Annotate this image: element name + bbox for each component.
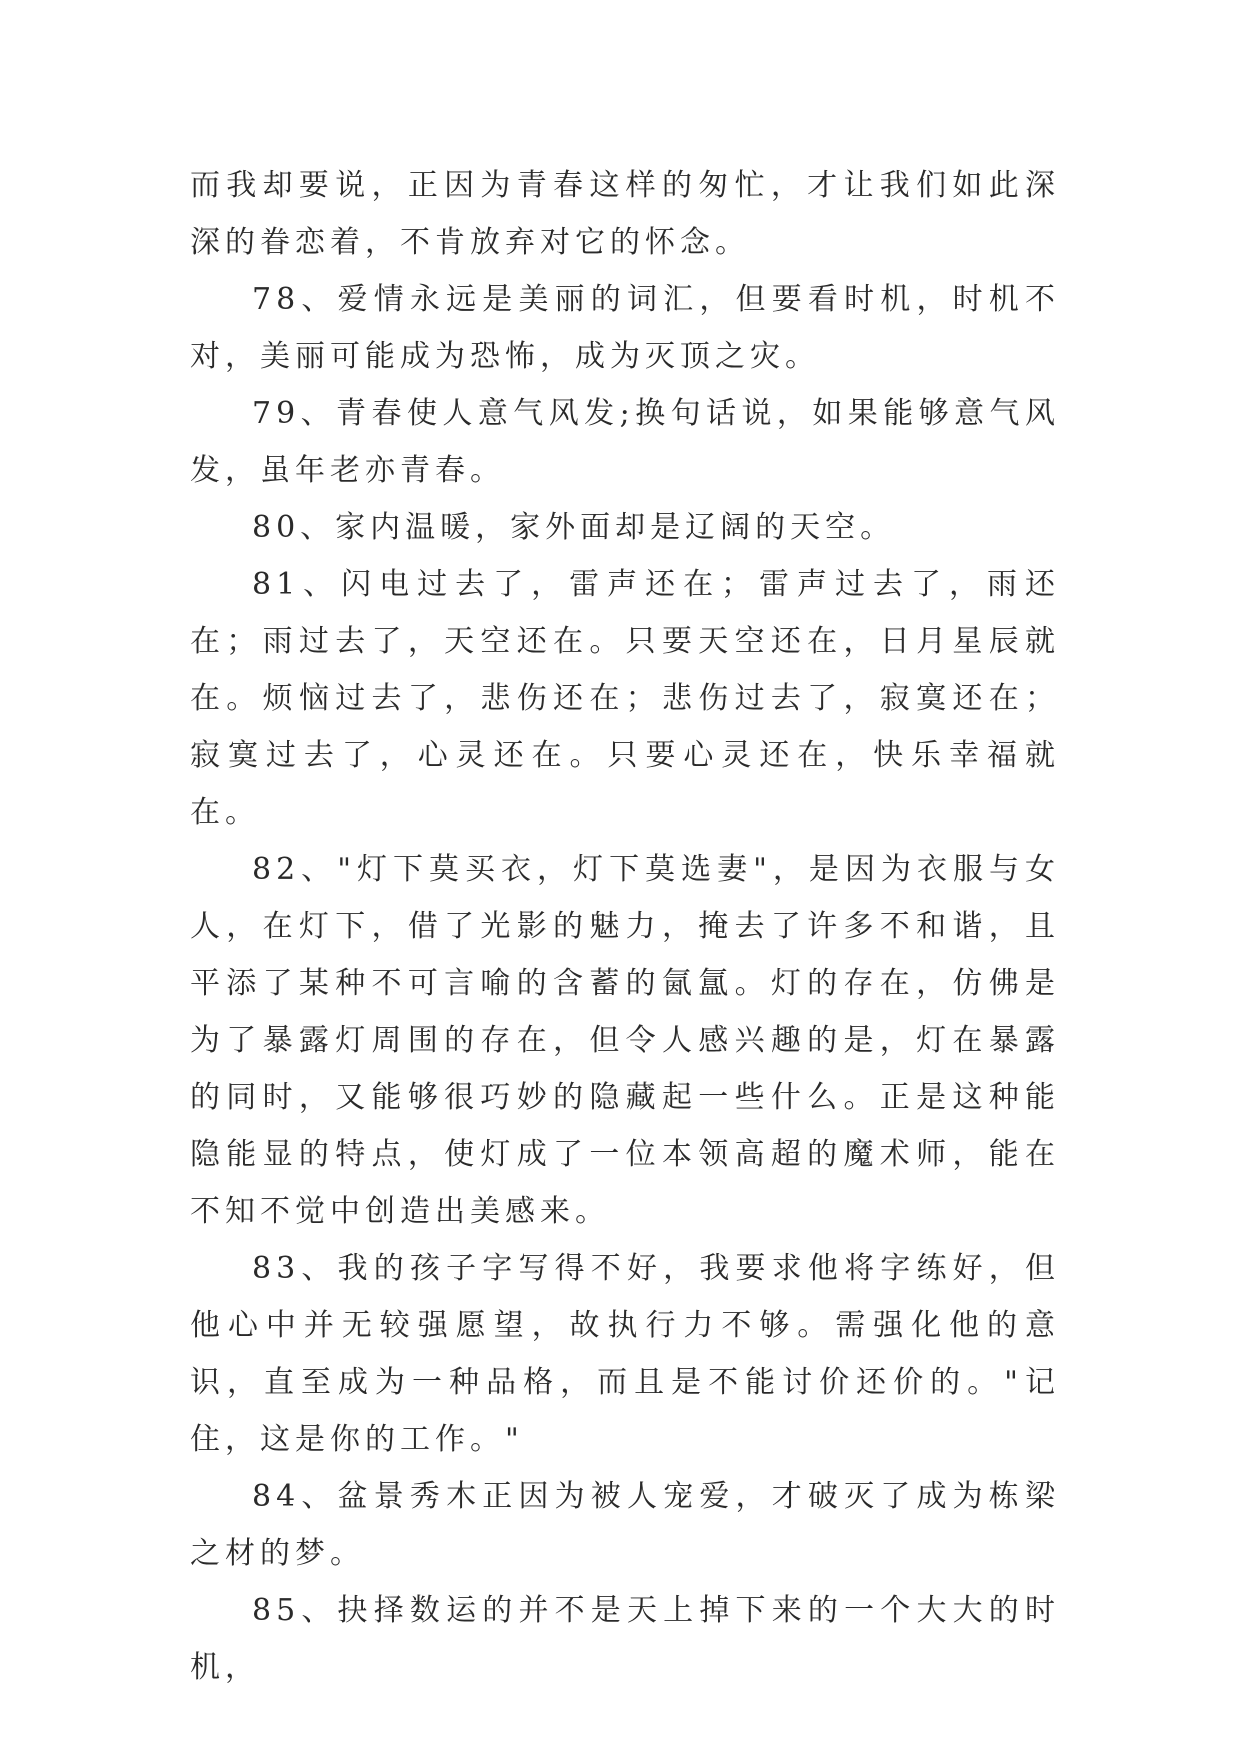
paragraph-78: 78、爱情永远是美丽的词汇，但要看时机，时机不对，美丽可能成为恐怖，成为灭顶之灾。 <box>190 282 1060 374</box>
paragraph-81: 81、闪电过去了，雷声还在；雷声过去了，雨还在；雨过去了，天空还在。只要天空还在，日月星辰就在。烦恼过去了，悲伤还在；悲伤过去了，寂寞还在；寂寞过去了，心灵还在。只要心灵还在，快乐幸福就在。 <box>190 567 1060 830</box>
paragraph-79: 79、青春使人意气风发;换句话说，如果能够意气风发，虽年老亦青春。 <box>190 396 1060 488</box>
paragraph-85: 85、抉择数运的并不是天上掉下来的一个大大的时机， <box>190 1593 1060 1685</box>
paragraph-84: 84、盆景秀木正因为被人宠爱，才破灭了成为栋梁之材的梦。 <box>190 1479 1060 1571</box>
paragraph-83: 83、我的孩子字写得不好，我要求他将字练好，但他心中并无较强愿望，故执行力不够。需强化他的意识，直至成为一种品格，而且是不能讨价还价的。"记住，这是你的工作。" <box>190 1251 1060 1457</box>
paragraph-80: 80、家内温暖，家外面却是辽阔的天空。 <box>252 510 896 545</box>
paragraph-82: 82、"灯下莫买衣，灯下莫选妻"，是因为衣服与女人，在灯下，借了光影的魅力，掩去了许多不和谐，且平添了某种不可言喻的含蓄的氤氲。灯的存在，仿佛是为了暴露灯周围的存在，但令人感兴趣的是，灯在暴露的同时，又能够很巧妙的隐藏起一些什么。正是这种能隐能显的特点，使灯成了一位本领高超的魔术师，能在不知不觉中创造出美感来。 <box>190 852 1060 1229</box>
document-body <box>190 157 1060 1696</box>
paragraph-intro-continuation: 而我却要说，正因为青春这样的匆忙，才让我们如此深深的眷恋着，不肯放弃对它的怀念。 <box>190 168 1060 260</box>
